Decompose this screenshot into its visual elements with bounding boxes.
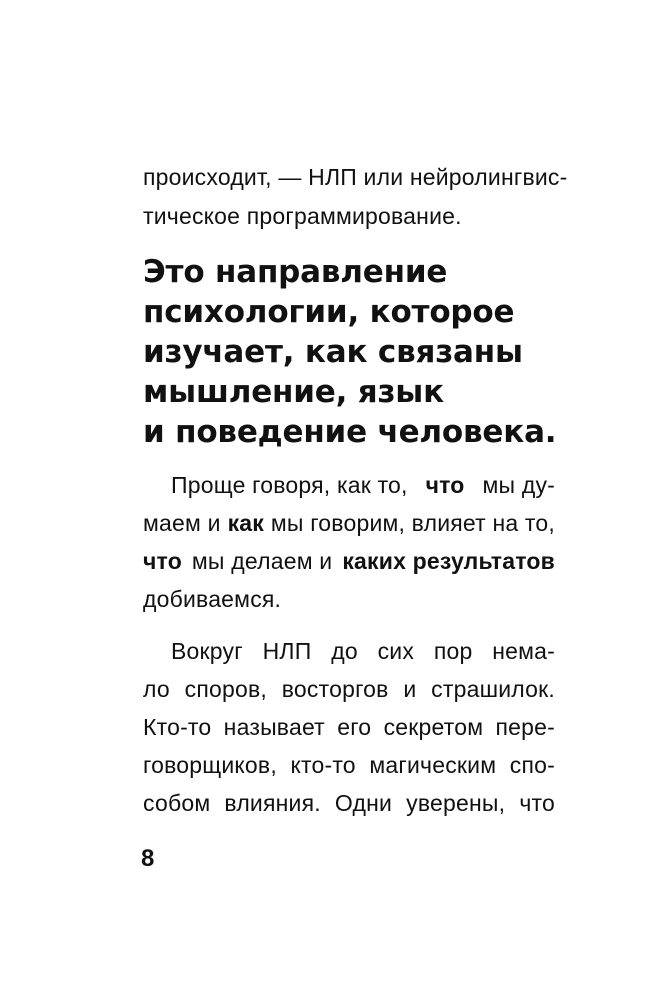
p1-bold-word: что — [425, 472, 465, 498]
p2-line-text: говорщиков, кто-то магическим спо- — [143, 752, 555, 778]
p2-line-text: собом влияния. Одни уверены, что — [143, 790, 555, 816]
paragraph-1-line-1 — [143, 466, 555, 504]
p2-line-text: ло споров, восторгов и страшилок. — [143, 676, 555, 702]
intro-line-1: происходит, — НЛП или нейролингвис- — [143, 164, 568, 190]
p1-text: Проще говоря, как то, — [171, 472, 408, 498]
paragraph-2-line-2 — [143, 670, 555, 708]
paragraph-2-line-3 — [143, 708, 555, 746]
p2-line-text: Вокруг НЛП до сих пор нема- — [171, 638, 555, 664]
paragraph-1-line-2 — [143, 504, 555, 542]
p2-line-text: Кто-то называет его секретом пере- — [143, 714, 555, 740]
heading-line-5: и поведение человека. — [143, 414, 557, 450]
highlight-heading — [143, 252, 555, 452]
heading-line-3: изучает, как связаны — [143, 334, 523, 370]
heading-line-1: Это направление — [143, 254, 448, 290]
paragraph-2-line-4 — [143, 746, 555, 784]
paragraph-1 — [143, 466, 555, 618]
heading-line-4: мышление, язык — [143, 374, 444, 410]
p1-bold-word: что — [143, 548, 182, 574]
p1-text: мы ду- — [482, 472, 555, 498]
page-number: 8 — [141, 845, 155, 872]
intro-paragraph — [143, 158, 568, 236]
intro-line-2: тическое программирование. — [143, 203, 462, 229]
paragraph-2-line-5 — [143, 784, 555, 822]
paragraph-2-line-1 — [143, 632, 555, 670]
paragraph-1-line-3 — [143, 542, 555, 580]
p1-text: мы делаем и — [191, 548, 333, 574]
paragraph-2 — [143, 632, 555, 822]
p1-text: мы говорим, влияет на то, — [270, 510, 555, 536]
p1-bold-phrase: каких результатов — [342, 548, 555, 574]
p1-text: маем и — [143, 510, 221, 536]
heading-line-2: психологии, которое — [143, 294, 515, 330]
p1-bold-word: как — [227, 510, 264, 536]
paragraph-1-line-4: добиваемся. — [143, 586, 282, 612]
